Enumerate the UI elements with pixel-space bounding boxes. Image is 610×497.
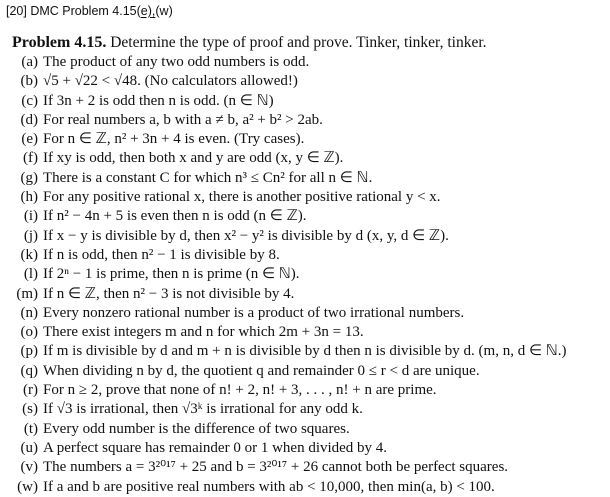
item-text: If √3 is irrational, then √3ᵏ is irrational for any odd k. [43, 401, 363, 418]
item-text: If 3n + 2 is odd then n is odd. (n ∈ ℕ) [43, 92, 274, 109]
item-letter: (i) [23, 208, 38, 225]
item-text: If m is divisible by d and m + n is divisible by d then n is divisible by d. (m, n, d ∈ ℕ.) [43, 343, 567, 360]
item-letter: (n) [20, 304, 38, 321]
list-item [14, 169, 610, 188]
list-item [14, 92, 610, 111]
item-text: If n ∈ ℤ, then n² − 3 is not divisible by 4. [43, 285, 295, 302]
item-letter: (l) [23, 266, 38, 283]
item-text: If x − y is divisible by d, then x² − y² is divisible by d (x, y, d ∈ ℤ). [43, 227, 449, 244]
item-text: If 2ⁿ − 1 is prime, then n is prime (n ∈ ℕ). [43, 266, 300, 283]
item-text: When dividing n by d, the quotient q and remainder 0 ≤ r < d are unique. [43, 362, 480, 379]
problem-intro: Determine the type of proof and prove. Tinker, tinker, tinker. [110, 34, 487, 51]
problem-list [14, 53, 610, 497]
item-letter: (u) [20, 439, 38, 456]
item-letter: (o) [20, 324, 38, 341]
item-letter: (m) [16, 285, 38, 302]
item-letter: (g) [20, 169, 38, 186]
item-letter: (e) [21, 131, 38, 148]
item-text: For n ∈ ℤ, n² + 3n + 4 is even. (Try cases). [43, 131, 305, 148]
item-letter: (r) [23, 382, 38, 399]
list-item [14, 362, 610, 381]
header-suffix: (w) [155, 4, 173, 18]
item-text: There exist integers m and n for which 2m + 3n = 13. [43, 324, 364, 341]
item-text: For real numbers a, b with a ≠ b, a² + b² > 2ab. [43, 111, 323, 128]
header-prefix: [20] DMC Problem 4.15( [6, 4, 141, 18]
item-letter: (w) [17, 478, 38, 495]
problem-title: Problem 4.15. [12, 34, 107, 51]
item-letter: (v) [20, 459, 38, 476]
item-letter: (t) [23, 420, 38, 437]
page-header [6, 4, 173, 18]
list-item [14, 420, 610, 439]
item-letter: (p) [20, 343, 38, 360]
item-letter: (c) [21, 92, 38, 109]
list-item [14, 400, 610, 419]
list-item [14, 149, 610, 168]
problem-heading [12, 34, 602, 52]
header-underlined-part: e), [140, 4, 156, 18]
item-text: The product of any two odd numbers is odd. [43, 54, 310, 70]
item-letter: (s) [22, 401, 38, 418]
list-item [14, 304, 610, 323]
item-text: √5 + √22 < √48. (No calculators allowed!) [43, 73, 298, 90]
item-text: If n is odd, then n² − 1 is divisible by 8. [43, 246, 280, 263]
list-item [14, 227, 610, 246]
list-item [14, 439, 610, 458]
item-letter: (j) [23, 227, 38, 244]
list-item [14, 323, 610, 342]
list-item [14, 111, 610, 130]
list-item [14, 130, 610, 149]
list-item [14, 207, 610, 226]
list-item [14, 246, 610, 265]
item-letter: (q) [20, 362, 38, 379]
item-text: Every nonzero rational number is a product of two irrational numbers. [43, 304, 465, 321]
item-letter: (a) [21, 54, 38, 70]
list-item [14, 265, 610, 284]
item-letter: (k) [20, 246, 38, 263]
list-item [14, 458, 610, 477]
item-letter: (f) [23, 150, 38, 167]
list-item [14, 72, 610, 91]
item-letter: (h) [20, 189, 38, 206]
item-text: If xy is odd, then both x and y are odd (x, y ∈ ℤ). [43, 150, 344, 167]
list-item [14, 53, 610, 72]
item-text: If n² − 4n + 5 is even then n is odd (n ∈ ℤ). [43, 208, 307, 225]
list-item [14, 381, 610, 400]
item-text: For any positive rational x, there is another positive rational y < x. [43, 189, 441, 206]
list-item [14, 188, 610, 207]
item-letter: (b) [20, 73, 38, 90]
list-item [14, 285, 610, 304]
item-text: The numbers a = 3²⁰¹⁷ + 25 and b = 3²⁰¹⁷ + 26 cannot both be perfect squares. [43, 459, 509, 476]
item-text: There is a constant C for which n³ ≤ Cn² for all n ∈ ℕ. [43, 169, 373, 186]
item-text: If a and b are positive real numbers with ab < 10,000, then min(a, b) < 100. [43, 478, 495, 495]
list-item [14, 342, 610, 361]
item-text: Every odd number is the difference of two squares. [43, 420, 350, 437]
item-letter: (d) [20, 111, 38, 128]
item-text: A perfect square has remainder 0 or 1 when divided by 4. [43, 439, 388, 456]
item-text: For n ≥ 2, prove that none of n! + 2, n! + 3, . . . , n! + n are prime. [43, 382, 437, 399]
list-item [14, 478, 610, 497]
